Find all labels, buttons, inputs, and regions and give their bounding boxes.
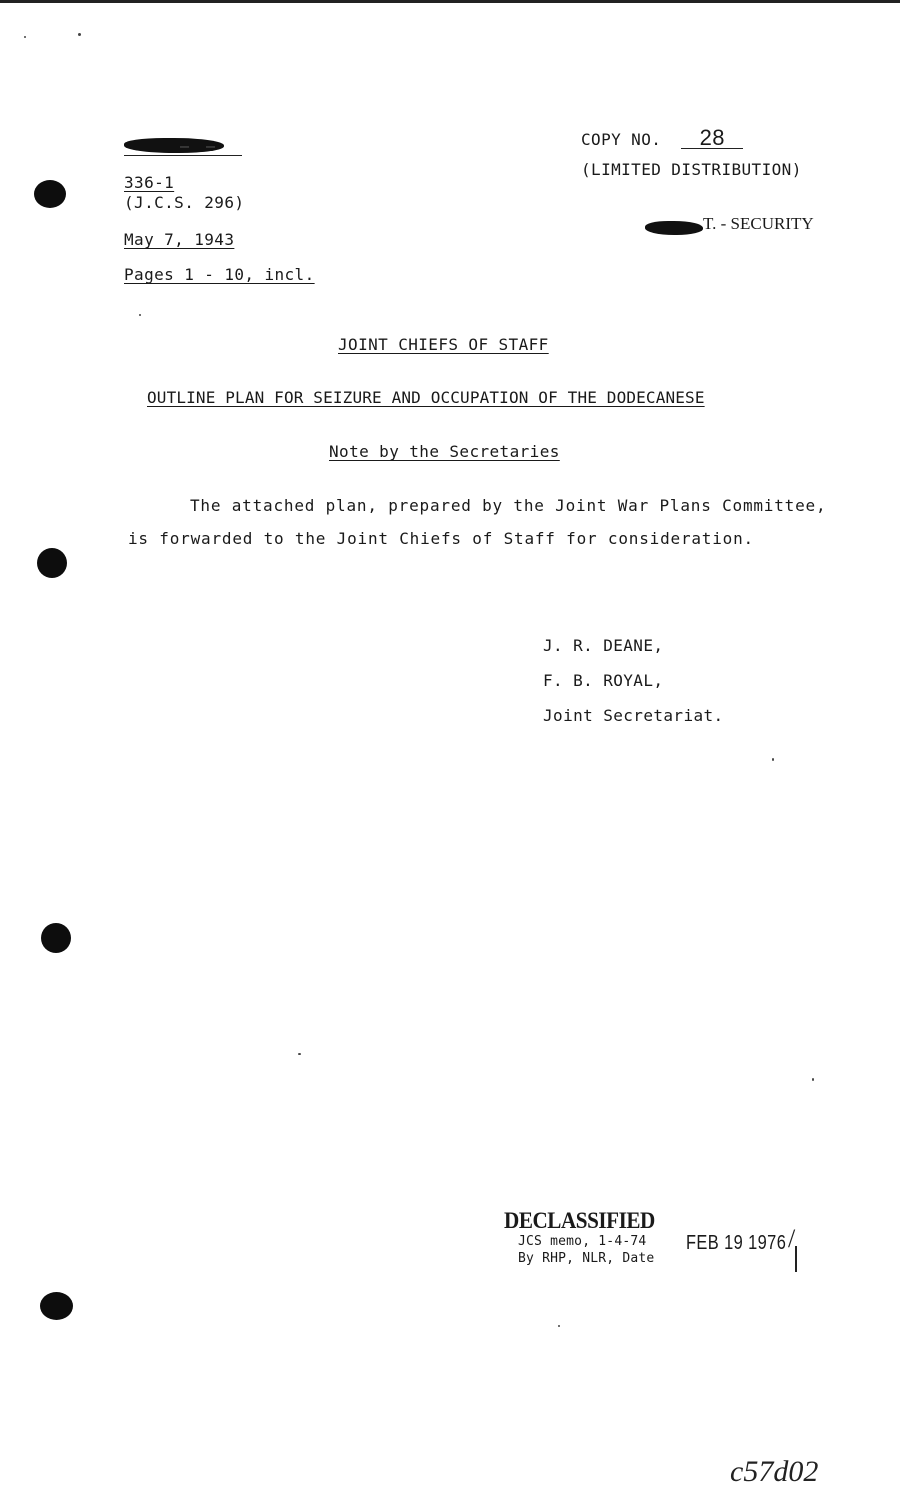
scan-speck bbox=[772, 758, 774, 761]
declassified-stamp-date: FEB 19 1976 bbox=[686, 1232, 787, 1254]
scan-speck bbox=[139, 314, 141, 316]
scan-speck bbox=[812, 1078, 814, 1081]
document-subtitle: Note by the Secretaries bbox=[329, 442, 560, 461]
handwritten-stroke bbox=[795, 1246, 797, 1272]
scan-speck bbox=[78, 33, 81, 36]
signatory-deane: J. R. DEANE, bbox=[543, 636, 664, 655]
redaction-mark bbox=[645, 221, 703, 235]
punch-hole bbox=[40, 1292, 73, 1320]
declassified-stamp-reviewer: By RHP, NLR, Date bbox=[518, 1251, 655, 1266]
punch-hole bbox=[41, 923, 71, 953]
declassified-stamp-title: DECLASSIFIED bbox=[504, 1208, 655, 1233]
jcs-reference: (J.C.S. 296) bbox=[124, 193, 245, 212]
handwritten-initial: / bbox=[788, 1224, 796, 1253]
copy-number: 28 bbox=[681, 128, 743, 149]
copy-number-line bbox=[581, 125, 743, 150]
scan-speck bbox=[558, 1325, 560, 1327]
organization-heading: JOINT CHIEFS OF STAFF bbox=[338, 335, 549, 354]
distribution-note: (LIMITED DISTRIBUTION) bbox=[581, 160, 802, 179]
handwritten-file-number: c57d02 bbox=[730, 1455, 819, 1488]
document-date: May 7, 1943 bbox=[124, 230, 235, 249]
document-title: OUTLINE PLAN FOR SEIZURE AND OCCUPATION OF THE DODECANESE bbox=[147, 388, 705, 407]
punch-hole bbox=[37, 548, 67, 578]
document-number: 336-1 bbox=[124, 173, 175, 192]
signatory-office: Joint Secretariat. bbox=[543, 706, 724, 725]
body-line-1: The attached plan, prepared by the Joint War Plans Committee, bbox=[190, 496, 827, 515]
scan-speck bbox=[24, 36, 26, 38]
redaction-underline bbox=[124, 155, 242, 156]
copy-label: COPY NO. bbox=[581, 130, 662, 149]
redacted-classification: — — bbox=[180, 137, 220, 155]
signatory-royal: F. B. ROYAL, bbox=[543, 671, 664, 690]
security-classification: T. - SECURITY bbox=[703, 214, 814, 233]
punch-hole bbox=[34, 180, 66, 208]
body-line-2: is forwarded to the Joint Chiefs of Staff for consideration. bbox=[128, 529, 754, 548]
scan-top-edge bbox=[0, 0, 900, 3]
page-count: Pages 1 - 10, incl. bbox=[124, 265, 315, 284]
declassified-stamp-authority: JCS memo, 1-4-74 bbox=[518, 1234, 647, 1249]
scan-speck bbox=[298, 1053, 301, 1055]
